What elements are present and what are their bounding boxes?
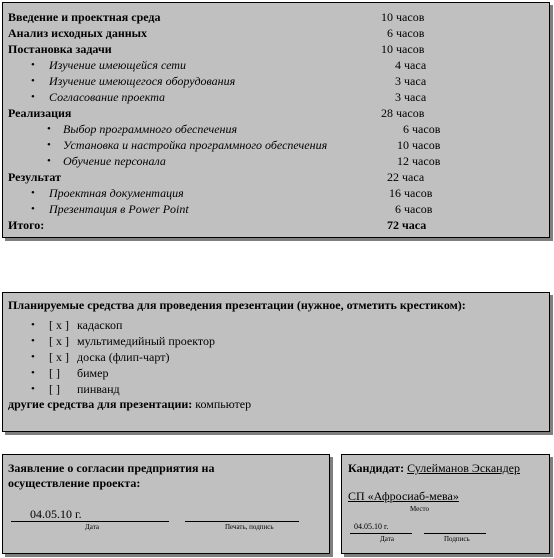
consent-title-line2: осуществление проекта: (8, 476, 141, 490)
other-tools-line (8, 397, 251, 412)
bullet-icon: • (31, 187, 35, 199)
schedule-row (3, 9, 549, 25)
presentation-item-label: кадаскоп (77, 318, 123, 332)
candidate-date-line (350, 533, 412, 534)
candidate-name: Сулейманов Эскандер (407, 461, 521, 475)
candidate-date-caption: Дата (380, 535, 394, 543)
schedule-row-hours: 28 часов (381, 106, 425, 120)
candidate-sign-line (424, 533, 486, 534)
schedule-panel (2, 2, 550, 238)
schedule-row-hours: 16 часов (389, 186, 433, 200)
checkbox-mark[interactable]: [ x ] (49, 350, 69, 364)
consent-sign-line (185, 521, 299, 522)
presentation-item-label: бимер (77, 366, 109, 380)
schedule-row-hours: 72 часа (387, 218, 427, 232)
candidate-panel (341, 454, 550, 554)
schedule-row-label: Презентация в Power Point (49, 202, 189, 216)
schedule-row (3, 137, 549, 153)
presentation-heading: Планируемые средства для проведения презентации (нужное, отметить крестиком): (8, 298, 466, 312)
presentation-panel (2, 292, 550, 432)
schedule-row (3, 201, 549, 217)
bullet-icon: • (31, 367, 35, 379)
schedule-row-hours: 3 часа (395, 90, 427, 104)
schedule-row (3, 105, 549, 121)
bullet-icon: • (31, 351, 35, 363)
schedule-row-label: Установка и настройка программного обеспечения (63, 138, 328, 152)
consent-date: 04.05.10 г. (30, 507, 82, 521)
schedule-row-label: Согласование проекта (49, 90, 166, 104)
schedule-row-hours: 10 часов (381, 42, 425, 56)
schedule-row-label: Постановка задачи (8, 42, 112, 56)
checkbox-mark[interactable]: [ x ] (49, 334, 69, 348)
schedule-row-hours: 6 часов (395, 202, 433, 216)
schedule-row-hours: 6 часов (387, 26, 425, 40)
candidate-line (348, 461, 520, 476)
presentation-item (3, 349, 549, 365)
candidate-label: Кандидат: (348, 461, 405, 475)
schedule-row-label: Результат (8, 170, 62, 184)
candidate-sign-caption: Подпись (444, 535, 470, 543)
presentation-item-label: мультимедийный проектор (77, 334, 216, 348)
schedule-row (3, 25, 549, 41)
bullet-icon: • (47, 139, 51, 151)
schedule-row (3, 169, 549, 185)
schedule-row (3, 73, 549, 89)
presentation-item-label: пинванд (77, 382, 120, 396)
bullet-icon: • (47, 123, 51, 135)
schedule-row (3, 41, 549, 57)
bullet-icon: • (31, 91, 35, 103)
candidate-company: СП «Афросиаб-мева» (348, 489, 459, 503)
consent-date-line (11, 521, 169, 522)
schedule-row-label: Введение и проектная среда (8, 10, 161, 24)
schedule-row-label: Выбор программного обеспечения (63, 122, 238, 136)
presentation-item-label: доска (флип-чарт) (77, 350, 170, 364)
schedule-row-hours: 6 часов (403, 122, 441, 136)
bullet-icon: • (31, 59, 35, 71)
presentation-item (3, 381, 549, 397)
bullet-icon: • (47, 155, 51, 167)
schedule-row-hours: 3 часа (395, 74, 427, 88)
candidate-date: 04.05.10 г. (354, 522, 389, 531)
checkbox-mark[interactable]: [ x ] (49, 318, 69, 332)
bullet-icon: • (31, 203, 35, 215)
other-tools-label: другие средства для презентации: (8, 397, 193, 411)
bullet-icon: • (31, 383, 35, 395)
consent-title-line1: Заявление о согласии предприятия на (8, 461, 215, 475)
schedule-row-label: Изучение имеющейся сети (49, 58, 186, 72)
presentation-item (3, 317, 549, 333)
schedule-row-hours: 4 часа (395, 58, 427, 72)
schedule-row-label: Итого: (8, 218, 45, 232)
schedule-row (3, 217, 549, 233)
bullet-icon: • (31, 335, 35, 347)
presentation-item (3, 365, 549, 381)
candidate-place-caption: Место (410, 505, 429, 513)
presentation-item (3, 333, 549, 349)
schedule-row (3, 89, 549, 105)
schedule-row (3, 185, 549, 201)
checkbox-mark[interactable]: [ ] (49, 382, 60, 396)
schedule-row-label: Изучение имеющегося оборудования (49, 74, 236, 88)
consent-date-caption: Дата (85, 523, 99, 531)
other-tools-value: компьютер (195, 397, 252, 411)
bullet-icon: • (31, 75, 35, 87)
schedule-row (3, 57, 549, 73)
schedule-row (3, 153, 549, 169)
schedule-row (3, 121, 549, 137)
schedule-row-hours: 12 часов (397, 154, 441, 168)
bullet-icon: • (31, 319, 35, 331)
schedule-row-hours: 10 часов (397, 138, 441, 152)
consent-sign-caption: Печать, подпись (225, 523, 274, 531)
checkbox-mark[interactable]: [ ] (49, 366, 60, 380)
schedule-row-label: Реализация (8, 106, 72, 120)
schedule-row-label: Обучение персонала (63, 154, 166, 168)
schedule-row-label: Анализ исходных данных (8, 26, 148, 40)
schedule-row-hours: 22 часа (387, 170, 425, 184)
consent-panel (2, 454, 330, 554)
schedule-row-label: Проектная документация (49, 186, 184, 200)
schedule-row-hours: 10 часов (381, 10, 425, 24)
